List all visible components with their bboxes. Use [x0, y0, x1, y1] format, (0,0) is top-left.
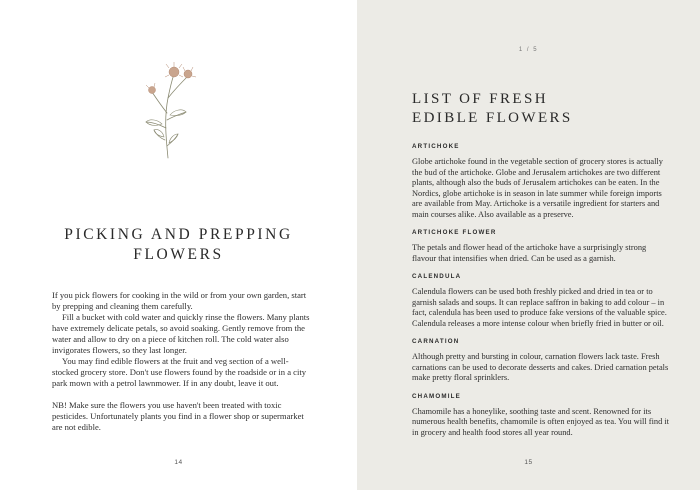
paragraph: If you pick flowers for cooking in the wild or from your own garden, start by prepping and cleaning them carefully. [52, 290, 307, 311]
entry-heading: CHAMOMILE [412, 392, 461, 400]
right-title-line2: EDIBLE FLOWERS [412, 110, 573, 126]
list-item [412, 338, 670, 384]
flower-illustration-icon [138, 58, 202, 162]
note-paragraph: NB! Make sure the flowers you use haven't been treated with toxic pesticides. Unfortunately plants you find in a flower shop or supermarket are not edible. [52, 400, 304, 432]
left-body-text [52, 290, 314, 433]
left-title-line1: PICKING AND PREPPING [64, 226, 293, 243]
flower-list [412, 143, 670, 447]
entry-text: Globe artichoke found in the vegetable section of grocery stores is actually the bud of the artichoke. Globe and Jerusalem artichokes are two different plants, although also the buds of Jerusalem artichokes can be eaten. In the Nordics, globe artichoke is in season in late summer while foreign imports are available from May. Artichoke is a versatile ingredient for starters and main courses alike. Also available as a preserve. [412, 157, 663, 219]
entry-heading: ARTICHOKE [412, 143, 460, 150]
entry-heading: CARNATION [412, 338, 460, 345]
entry-text: Chamomile has a honeylike, soothing taste and scent. Renowned for its numerous health benefits, chamomile is often enjoyed as tea. You will find it in grocery and health food stores all year round. [412, 406, 670, 437]
list-item [412, 229, 670, 264]
entry-heading: ARTICHOKE FLOWER [412, 229, 497, 236]
list-item [412, 273, 670, 329]
page-number-right: 15 [524, 459, 533, 466]
entry-heading: CALENDULA [412, 273, 462, 280]
entry-text: Although pretty and bursting in colour, carnation flowers lack taste. Fresh carnations can be used to decorate desserts and cakes. Dried carnation petals make pretty floral sprinklers. [412, 352, 669, 382]
page-count: 1 / 5 [518, 47, 539, 53]
right-title-line1: LIST OF FRESH [412, 91, 548, 107]
entry-text: Calendula flowers can be used both freshly picked and dried in tea or to garnish salads and soups. It can replace saffron in baking to add colour – in fact, calendula has been used to produce fake versions of the valuable spice. Calendula releases a more intense colour when briefly fried in butter or oil. [412, 287, 667, 328]
left-title-line2: FLOWERS [133, 246, 224, 263]
entry-text: The petals and flower head of the artichoke have a surprisingly strong flavour that intensifies when dried. Can be used as a garnish. [412, 243, 647, 263]
right-page-title [412, 90, 682, 128]
paragraph: Fill a bucket with cold water and quickly rinse the flowers. Many plants have extremely delicate petals, so avoid soaking. Gently remove from the water and allow to dry on a piece of kitchen roll. The cold water also invigorates flowers, so they last longer. [52, 312, 310, 355]
page-number-left: 14 [174, 459, 183, 466]
left-page-title [40, 225, 317, 265]
list-item [412, 143, 670, 220]
list-item [412, 393, 670, 439]
paragraph: You may find edible flowers at the fruit and veg section of a well-stocked grocery store. Don't use flowers found by the roadside or in a city park mown with a petrol lawnmower. If in any doubt, leave it out. [52, 356, 307, 388]
right-page [357, 0, 700, 490]
